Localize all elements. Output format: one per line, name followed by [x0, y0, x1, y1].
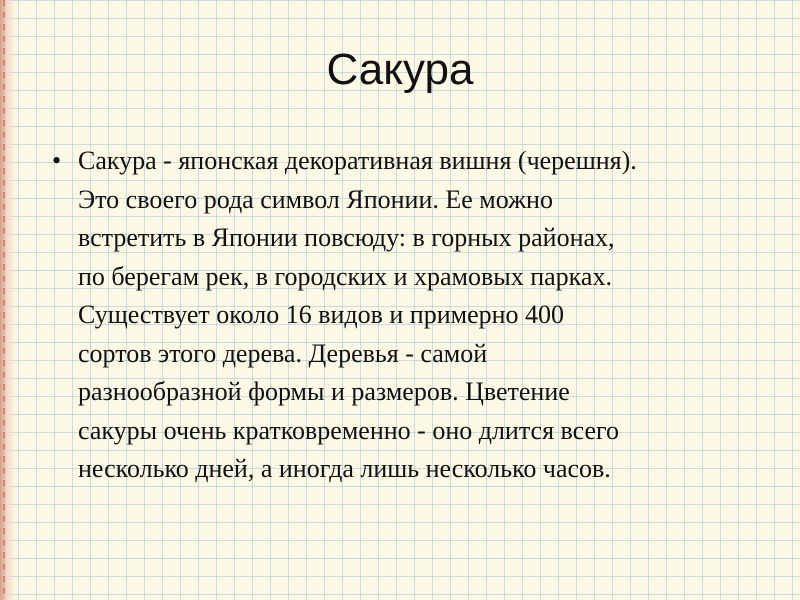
bullet-text: [78, 142, 637, 489]
text-line: сортов этого дерева. Деревья - самой: [78, 338, 488, 368]
text-line: встретить в Японии повсюду: в горных районах,: [78, 223, 615, 252]
bullet-marker-icon: •: [52, 146, 62, 175]
text-line: разнообразной формы и размеров. Цветение: [78, 377, 570, 406]
text-line: сакуры очень кратковременно - оно длится всего: [78, 415, 620, 445]
text-line: Это своего рода символ Японии. Ее можно: [78, 184, 553, 214]
bullet-item: [52, 142, 752, 489]
text-line: Существует около 16 видов и примерно 400: [78, 300, 565, 329]
text-line: Сакура - японская декоративная вишня (черешня).: [78, 146, 637, 175]
text-line: несколько дней, а иногда лишь несколько часов.: [78, 454, 611, 483]
text-line: по берегам рек, в городских и храмовых парках.: [78, 261, 612, 291]
slide-title: Сакура: [326, 45, 474, 94]
bullet-list: [52, 142, 752, 489]
